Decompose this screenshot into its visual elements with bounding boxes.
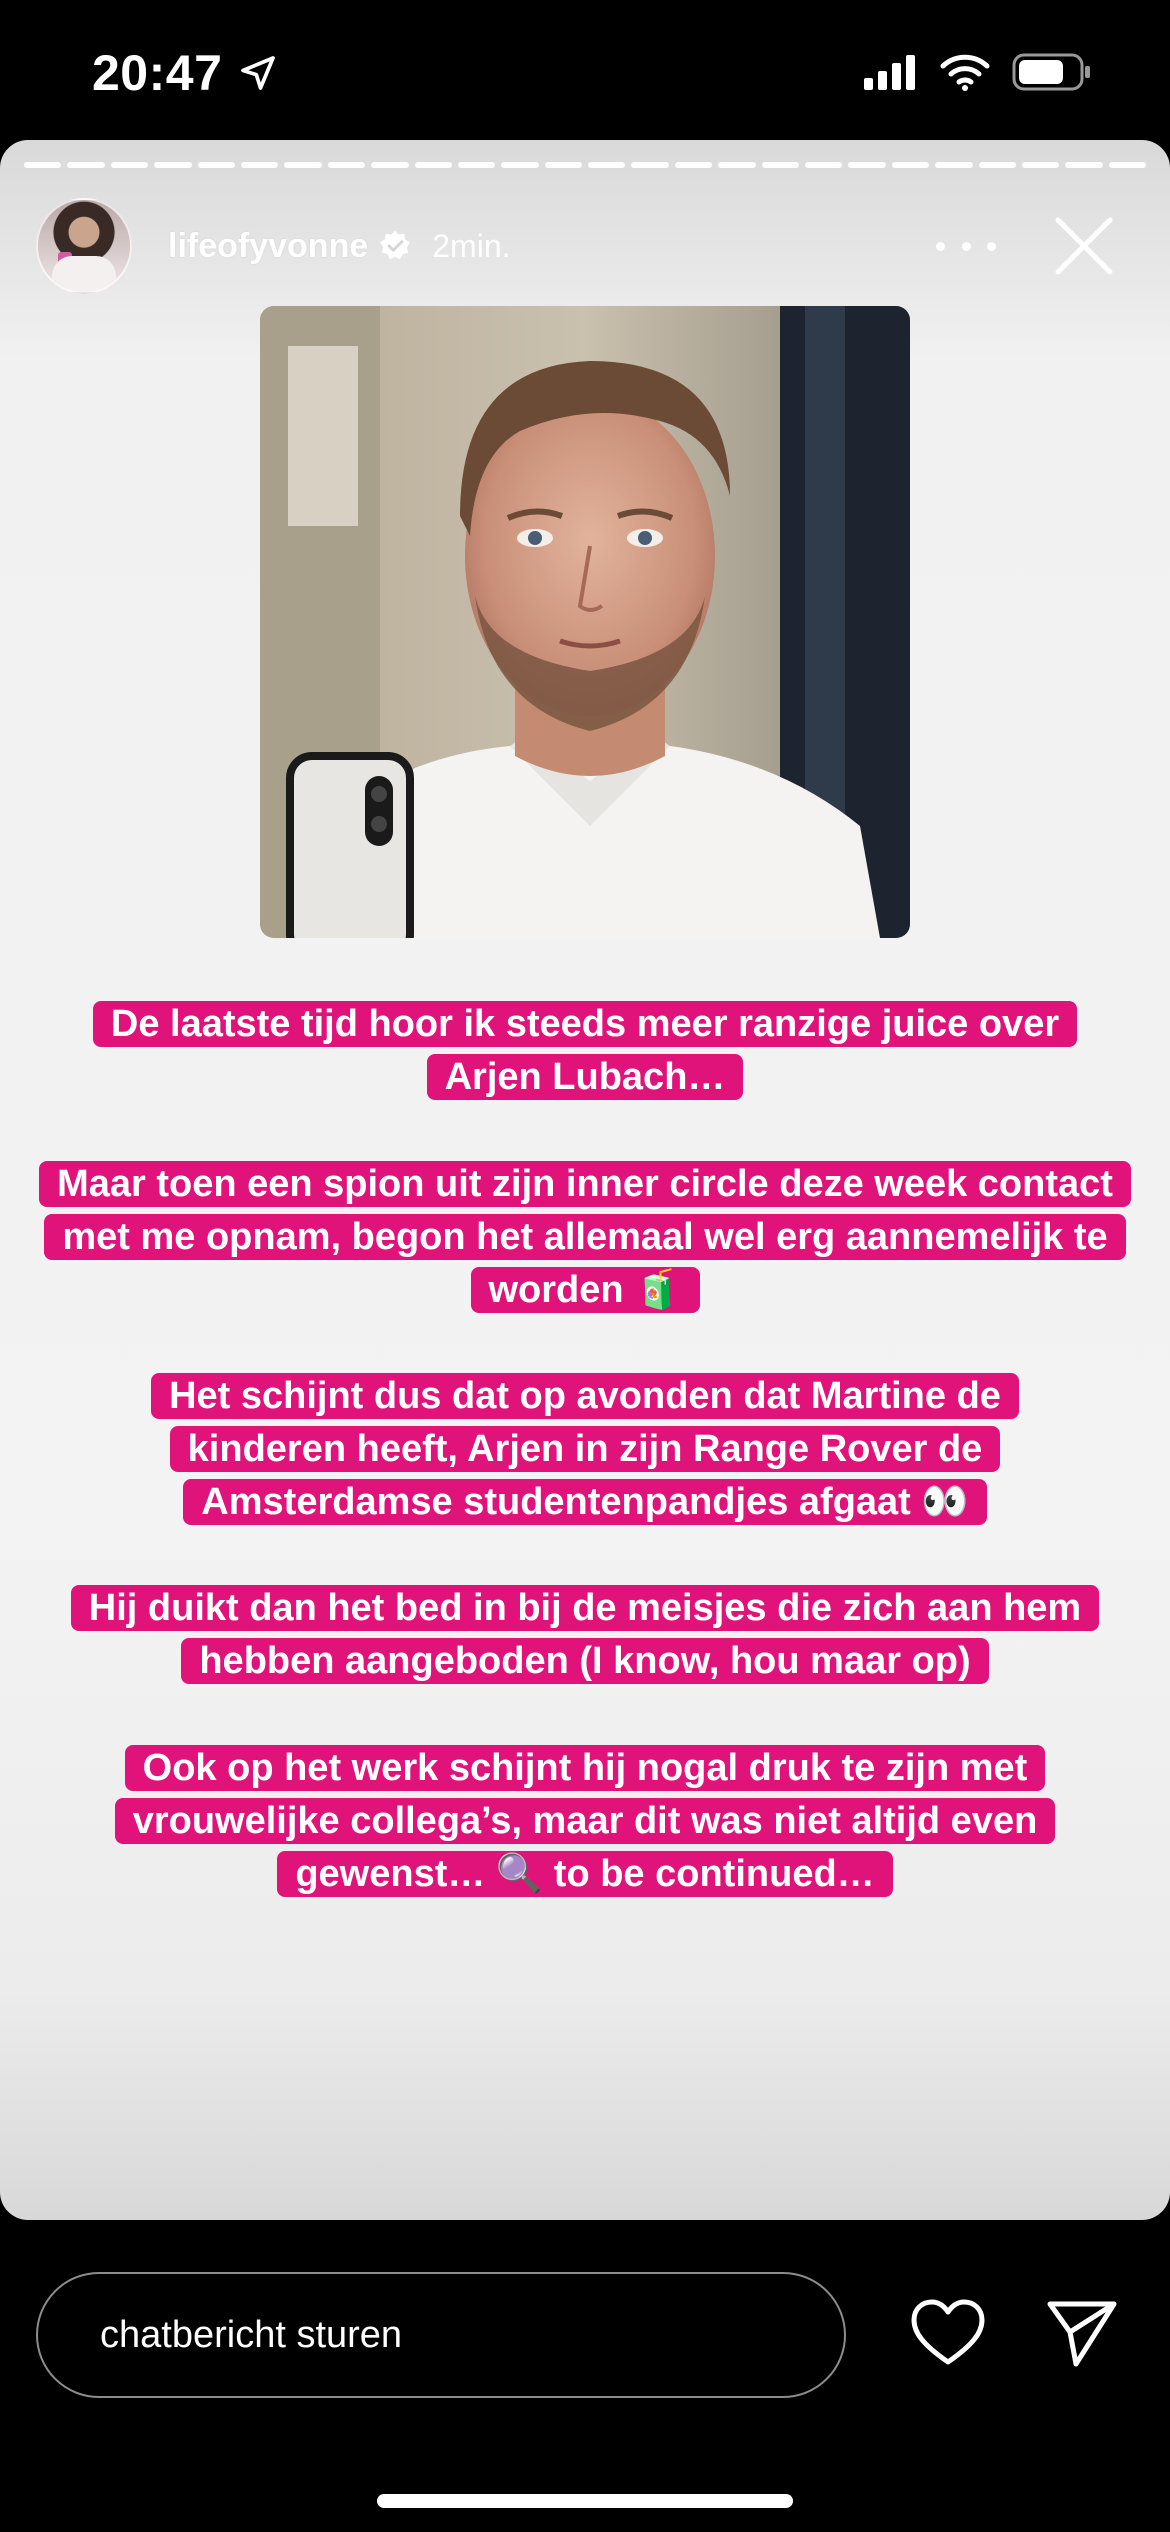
progress-segment bbox=[371, 162, 408, 168]
progress-segment bbox=[67, 162, 104, 168]
caption-text: De laatste tijd hoor ik steeds meer ranzige juice over Arjen Lubach… bbox=[93, 1001, 1077, 1100]
more-dots-icon bbox=[936, 242, 945, 251]
progress-segment bbox=[762, 162, 799, 168]
verified-badge-icon bbox=[378, 229, 412, 263]
progress-segment bbox=[241, 162, 278, 168]
home-indicator[interactable] bbox=[377, 2494, 793, 2508]
wifi-icon bbox=[940, 53, 990, 91]
caption-2 bbox=[0, 1158, 1170, 1317]
caption-text: Ook op het werk schijnt hij nogal druk te zijn met vrouwelijke collega’s, maar dit was niet altijd even gewenst… 🔍 to be continued… bbox=[115, 1745, 1056, 1897]
progress-segment bbox=[892, 162, 929, 168]
progress-segment bbox=[675, 162, 712, 168]
selfie-photo-image bbox=[260, 306, 910, 938]
avatar[interactable] bbox=[36, 198, 132, 294]
progress-segment bbox=[284, 162, 321, 168]
cellular-signal-icon bbox=[862, 54, 918, 90]
story-viewer[interactable] bbox=[0, 140, 1170, 2220]
status-time bbox=[92, 44, 278, 102]
send-icon[interactable] bbox=[1046, 2296, 1118, 2368]
progress-segment bbox=[501, 162, 538, 168]
progress-segment bbox=[458, 162, 495, 168]
caption-4 bbox=[0, 1582, 1170, 1688]
progress-segment bbox=[111, 162, 148, 168]
progress-segment bbox=[1065, 162, 1102, 168]
more-options-button[interactable] bbox=[936, 224, 996, 268]
progress-segment bbox=[1022, 162, 1059, 168]
progress-segment bbox=[805, 162, 842, 168]
caption-1 bbox=[0, 998, 1170, 1104]
status-bar bbox=[0, 0, 1170, 140]
heart-icon[interactable] bbox=[910, 2298, 986, 2368]
progress-segment bbox=[718, 162, 755, 168]
progress-segment bbox=[415, 162, 452, 168]
progress-segment bbox=[198, 162, 235, 168]
progress-segment bbox=[631, 162, 668, 168]
progress-segment bbox=[24, 162, 61, 168]
story-header bbox=[36, 196, 1146, 296]
close-icon[interactable] bbox=[1050, 212, 1118, 280]
caption-text: Maar toen een spion uit zijn inner circle deze week contact met me opnam, begon het allemaal wel erg aannemelijk te worden 🧃 bbox=[39, 1161, 1131, 1313]
caption-text: Hij duikt dan het bed in bij de meisjes die zich aan hem hebben aangeboden (I know, hou maar op) bbox=[71, 1585, 1099, 1684]
caption-text: Het schijnt dus dat op avonden dat Martine de kinderen heeft, Arjen in zijn Range Rover de Amsterdamse studentenpandjes afgaat 👀 bbox=[151, 1373, 1019, 1525]
story-progress-bar bbox=[24, 162, 1146, 168]
progress-segment bbox=[935, 162, 972, 168]
caption-3 bbox=[0, 1370, 1170, 1529]
message-input[interactable] bbox=[36, 2272, 846, 2398]
progress-segment bbox=[154, 162, 191, 168]
progress-segment bbox=[979, 162, 1016, 168]
progress-segment bbox=[848, 162, 885, 168]
reply-bar bbox=[0, 2220, 1170, 2532]
story-photo bbox=[260, 306, 910, 938]
progress-segment bbox=[328, 162, 365, 168]
status-indicators bbox=[862, 52, 1092, 92]
location-arrow-icon bbox=[238, 53, 278, 93]
progress-segment bbox=[545, 162, 582, 168]
clock-time: 20:47 bbox=[92, 45, 223, 101]
username[interactable]: lifeofyvonne bbox=[168, 226, 369, 265]
battery-icon bbox=[1012, 52, 1092, 92]
caption-5 bbox=[0, 1742, 1170, 1901]
progress-segment bbox=[1109, 162, 1146, 168]
progress-segment bbox=[588, 162, 625, 168]
post-timestamp: 2min. bbox=[432, 227, 511, 264]
